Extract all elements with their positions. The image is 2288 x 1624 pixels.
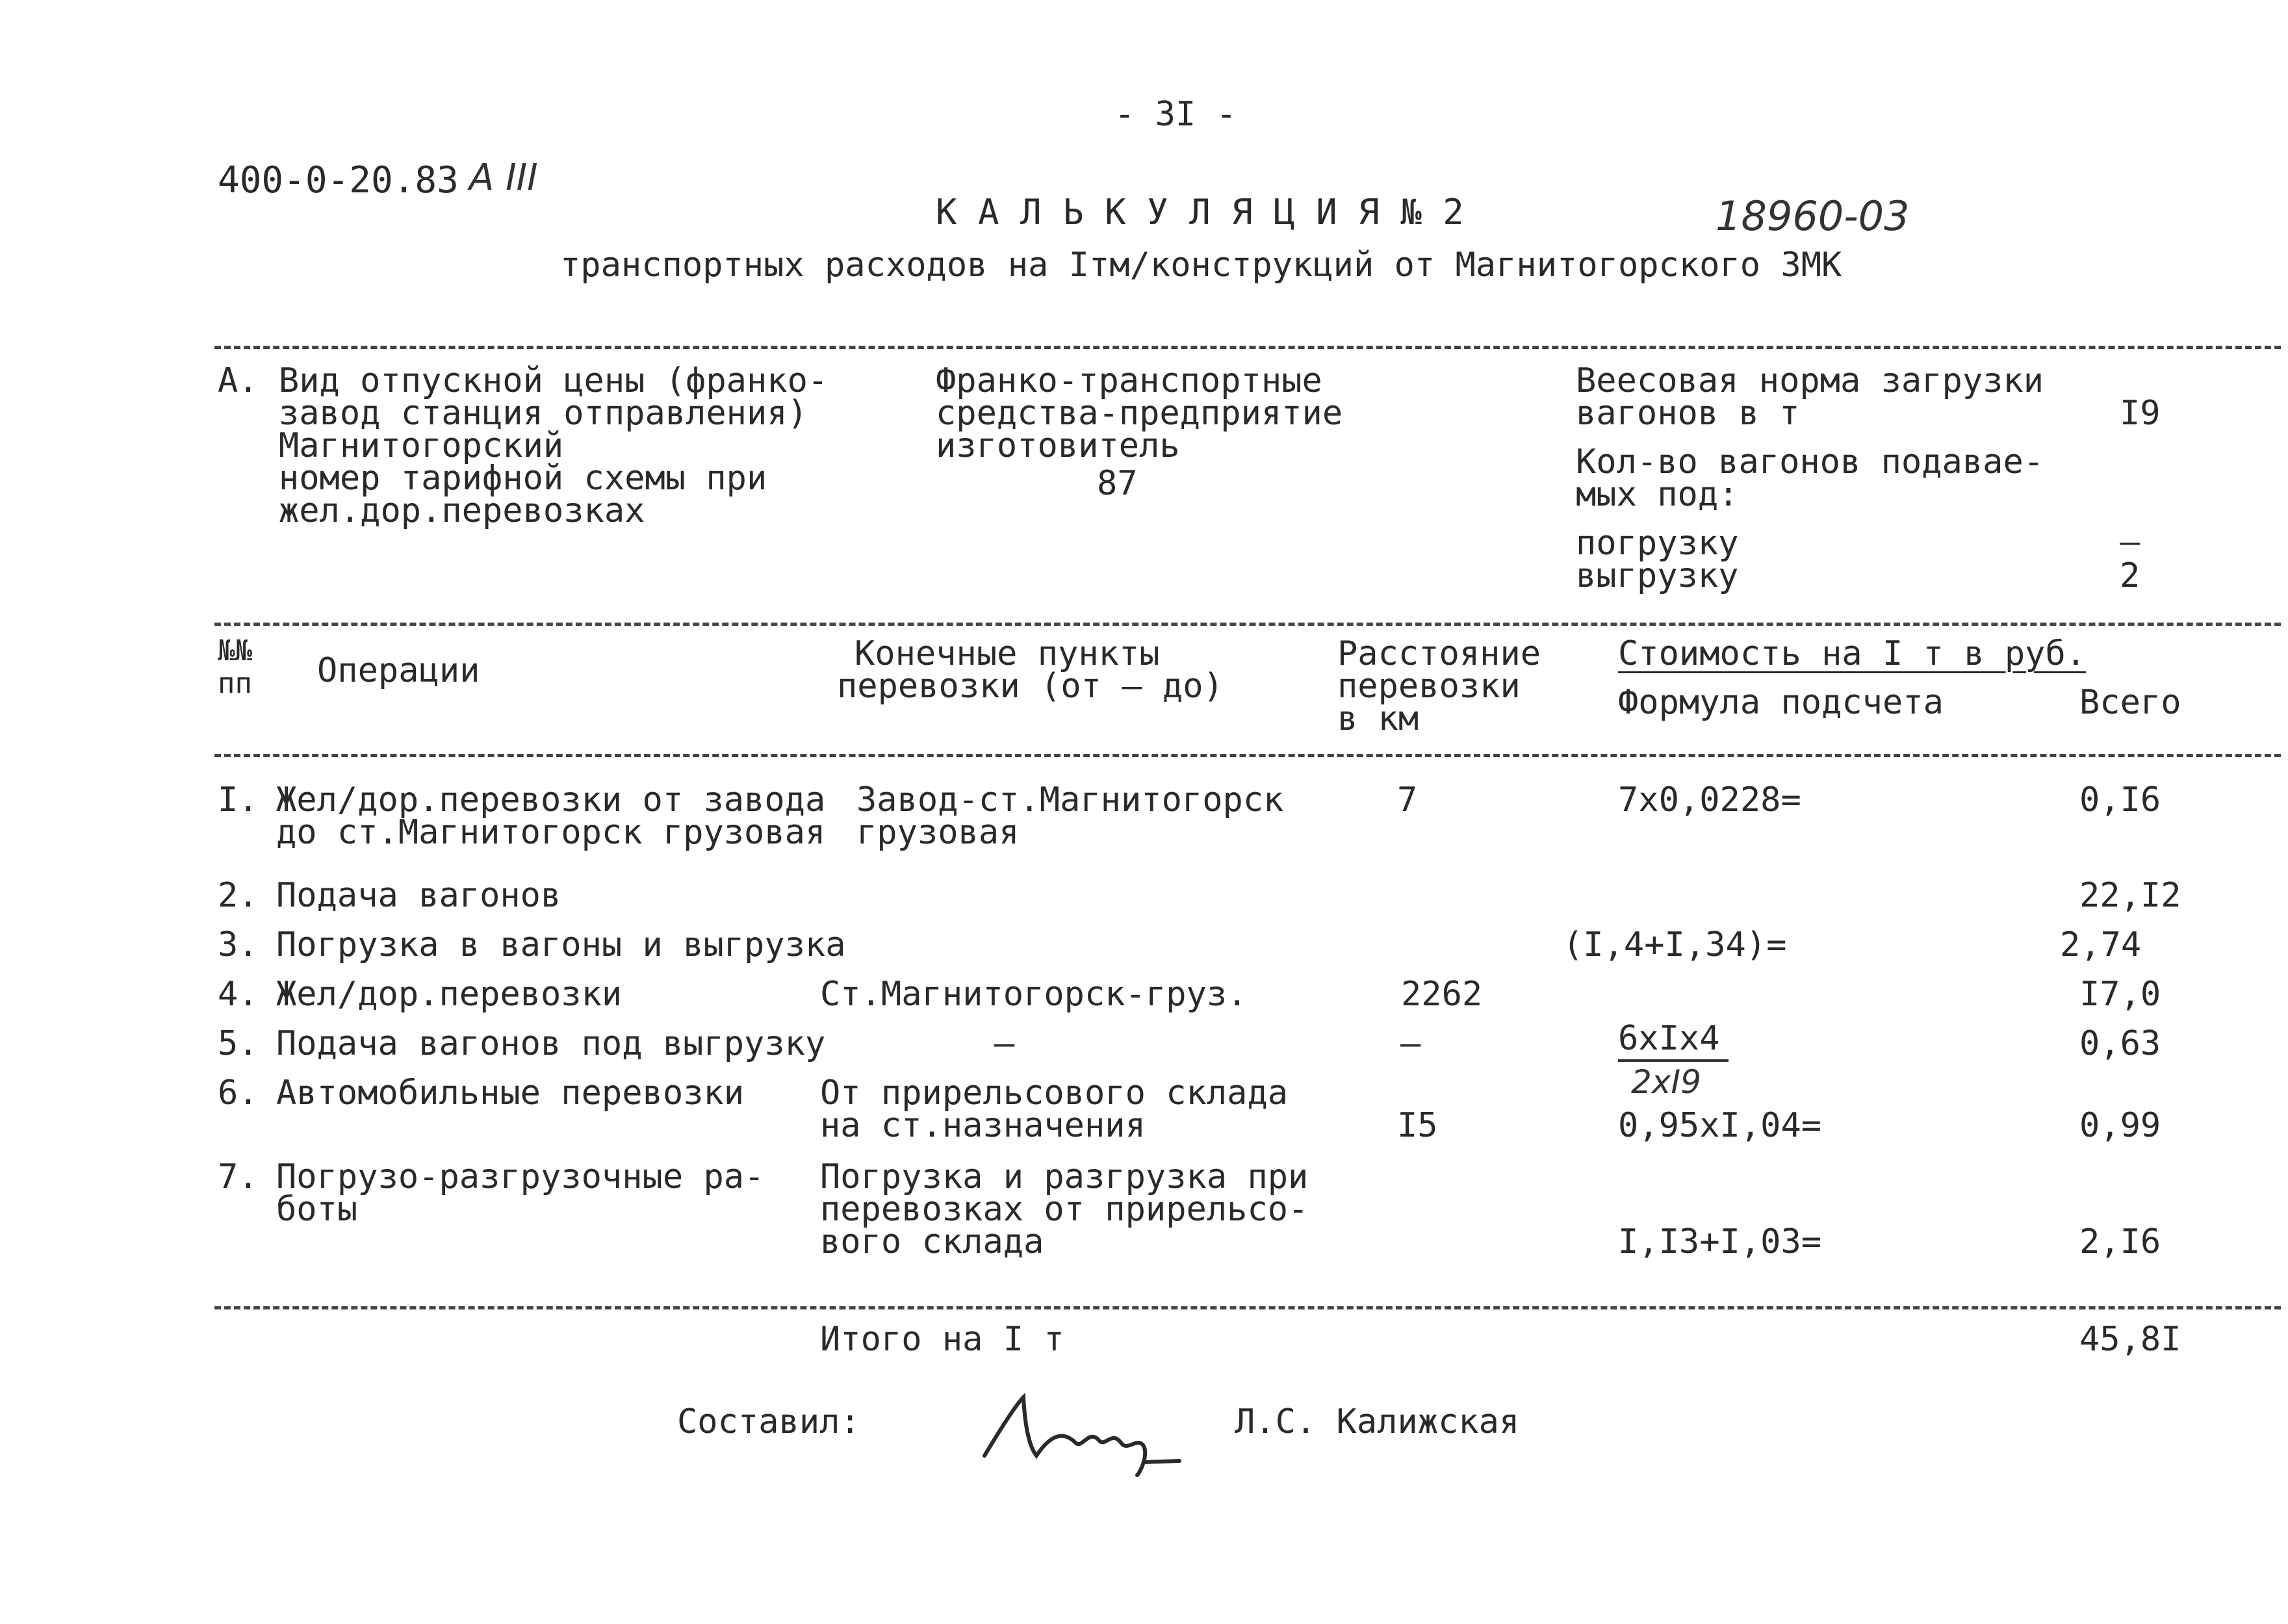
column-distance-header: Расстояние [1337,634,1541,673]
row-formula: 0,95хI,04= [1618,1106,1822,1145]
row-number: I. [218,780,259,819]
loading-label: погрузку [1576,524,1739,563]
row-operation: Погрузо-разгрузочные ра- [276,1157,765,1196]
row-endpoints: Завод-ст.Магнитогорск [856,780,1284,819]
row-number: 5. [218,1024,259,1063]
row-formula: (I,4+I,34)= [1563,925,1787,964]
row-number: 2. [218,876,259,915]
signature [978,1384,1192,1482]
column-number-header: №№ [218,634,252,667]
section-a-middle-line: Франко-транспортные [936,361,1322,400]
document-code: 400-0-20.83 [218,159,459,201]
row-endpoints: Погрузка и разгрузка при [820,1157,1309,1196]
row-formula: 7х0,0228= [1618,780,1801,819]
album-code: А III [469,157,538,199]
column-cost-header: Стоимость на I т в руб. [1618,634,2087,673]
row-operation: Жел/дор.перевозки от завода [276,780,826,819]
column-distance-header: в км [1337,699,1419,738]
row-operation: Жел/дор.перевозки [276,975,623,1014]
row-distance: 7 [1397,780,1418,819]
divider-top [214,346,2281,349]
row-endpoints: Ст.Магнитогорск-груз. [820,975,1248,1014]
row-distance: – [1400,1024,1421,1063]
loading-value: – [2120,522,2140,561]
row-operation: Погрузка в вагоны и выгрузка [276,925,846,964]
section-a-line: А. Вид отпускной цены (франко- [218,361,829,400]
row-endpoints: От прирельсового склада [820,1074,1289,1113]
section-a-line: Магнитогорский [218,426,564,465]
row-formula-numerator: 6хIх4 [1618,1019,1720,1058]
row-number: 4. [218,975,259,1014]
page-number: - 3I - [1114,95,1237,134]
handwritten-code: 18960-03 [1716,192,1910,240]
divider-header-top [214,623,2281,626]
column-endpoints-header: Конечные пункты [855,634,1160,673]
row-distance: 2262 [1401,975,1483,1014]
column-operations-header: Операции [317,651,480,690]
row-total: I7,0 [2079,975,2161,1014]
row-number: 3. [218,925,259,964]
page-title: К А Л Ь К У Л Я Ц И Я № 2 [936,192,1464,233]
column-formula-header: Формула подсчета [1618,683,1944,722]
divider-total [214,1306,2281,1309]
load-norm-label: Веесовая норма загрузки [1576,361,2044,400]
row-total: 0,63 [2079,1024,2161,1063]
section-a-line: жел.дор.перевозках [218,491,645,530]
row-endpoints: перевозках от прирельсо- [820,1190,1309,1229]
row-endpoints: грузовая [856,813,1020,852]
wagons-label: Кол-во вагонов подавае- [1576,443,2044,482]
row-total: 2,I6 [2079,1222,2161,1261]
row-operation: Подача вагонов под выгрузку [276,1024,826,1063]
row-formula-denominator: 2хI9 [1631,1063,1701,1101]
row-distance: I5 [1397,1106,1438,1145]
page-subtitle: транспортных расходов на Iтм/конструкций от Магнитогорского ЗМК [560,246,1842,285]
row-operation: боты [276,1190,358,1229]
column-total-header: Всего [2079,683,2181,722]
row-endpoints: – [994,1024,1015,1063]
section-a-line: номер тарифной схемы при [218,459,767,498]
load-norm-label: вагонов в т [1576,394,1800,433]
row-formula: I,I3+I,03= [1618,1222,1822,1261]
fraction-bar [1618,1059,1729,1062]
compiled-by-name: Л.С. Калижская [1235,1402,1520,1441]
section-a-line: завод станция отправления) [218,394,808,433]
unloading-label: выгрузку [1576,556,1739,595]
row-endpoints: вого склада [820,1222,1044,1261]
tariff-scheme-number: 87 [1097,464,1138,503]
row-operation: Подача вагонов [276,876,561,915]
row-total: 22,I2 [2079,876,2181,915]
section-a-middle-line: средства-предприятие [936,394,1343,433]
row-operation: Автомобильные перевозки [276,1074,745,1113]
row-total: 0,99 [2079,1106,2161,1145]
wagons-label: мых под: [1576,475,1739,514]
total-value: 45,8I [2079,1320,2181,1359]
column-number-header: пп [218,667,252,700]
row-total: 2,74 [2060,925,2142,964]
divider-header-bottom [214,754,2281,757]
row-number: 7. [218,1157,259,1196]
section-a-middle-line: изготовитель [936,426,1180,465]
total-label: Итого на I т [820,1320,1064,1359]
compiled-by-label: Составил: [677,1402,860,1441]
column-endpoints-header: перевозки (от – до) [837,667,1224,706]
row-operation: до ст.Магнитогорск грузовая [276,813,826,852]
unloading-value: 2 [2120,556,2140,595]
row-total: 0,I6 [2079,780,2161,819]
load-norm-value: I9 [2120,394,2161,433]
row-endpoints: на ст.назначения [820,1106,1146,1145]
row-number: 6. [218,1074,259,1113]
column-distance-header: перевозки [1337,667,1521,706]
